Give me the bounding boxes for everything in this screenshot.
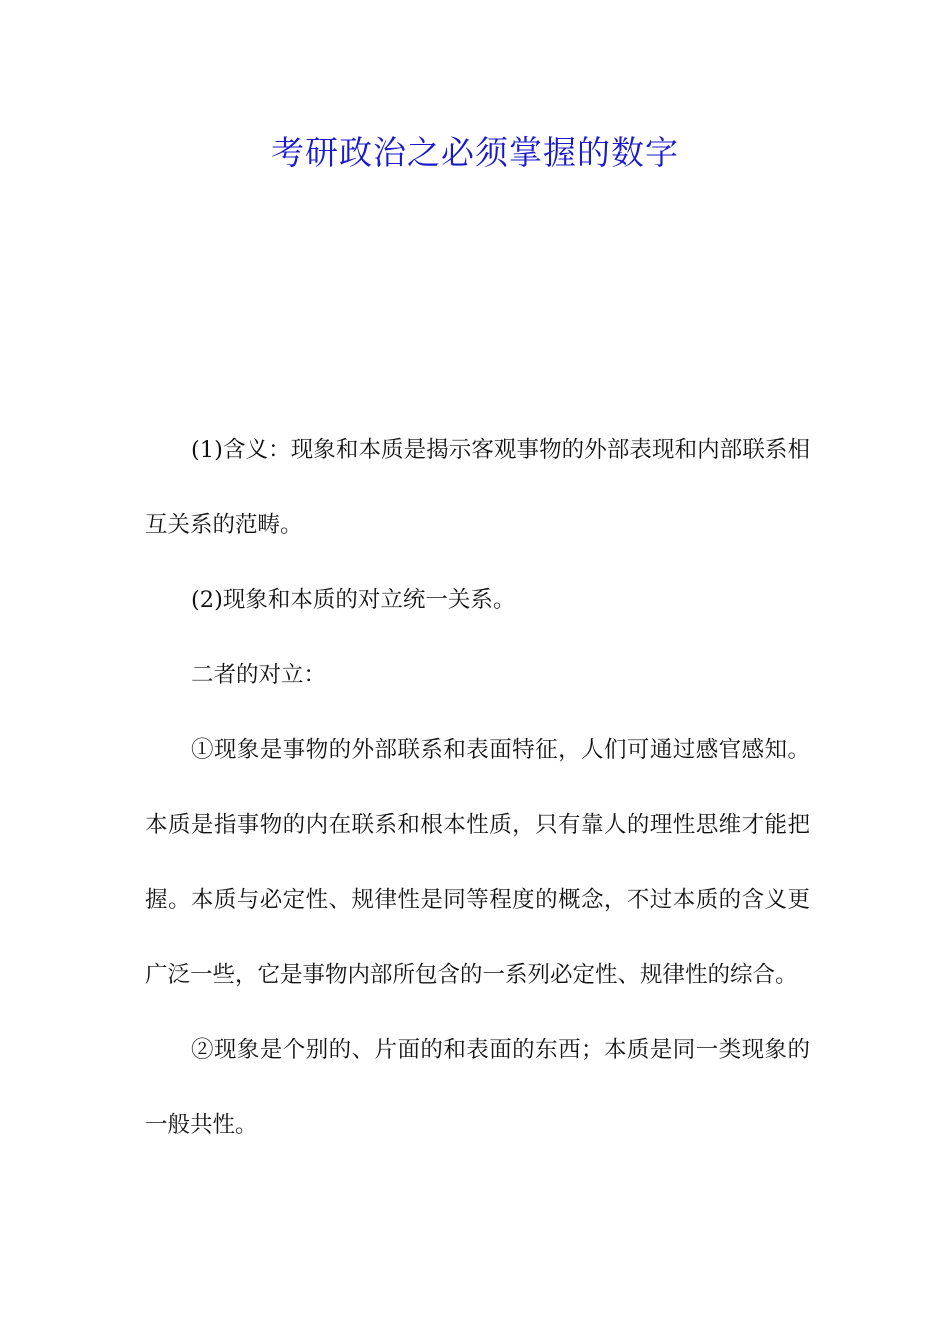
- paragraph-relation: (2)现象和本质的对立统一关系。: [191, 587, 516, 613]
- paragraph-point-1: ①现象是事物的外部联系和表面特征，人们可通过感官感知。本质是指事物的内在联系和根本性质，只有靠人的理性思维才能把握。本质与必定性、规律性是同等程度的概念，不过本质的含义更广泛一些，它是事物内部所包含的一系列必定性、规律性的综合。: [145, 737, 810, 988]
- paragraph-point-2: ②现象是个别的、片面的和表面的东西；本质是同一类现象的一般共性。: [145, 1037, 810, 1138]
- paragraph-opposition-heading: 二者的对立：: [191, 662, 327, 688]
- document-title: 考研政治之必须掌握的数字: [271, 133, 679, 172]
- document-body: [145, 413, 810, 1163]
- paragraph-definition: (1)含义：现象和本质是揭示客观事物的外部表现和内部联系相互关系的范畴。: [145, 437, 810, 538]
